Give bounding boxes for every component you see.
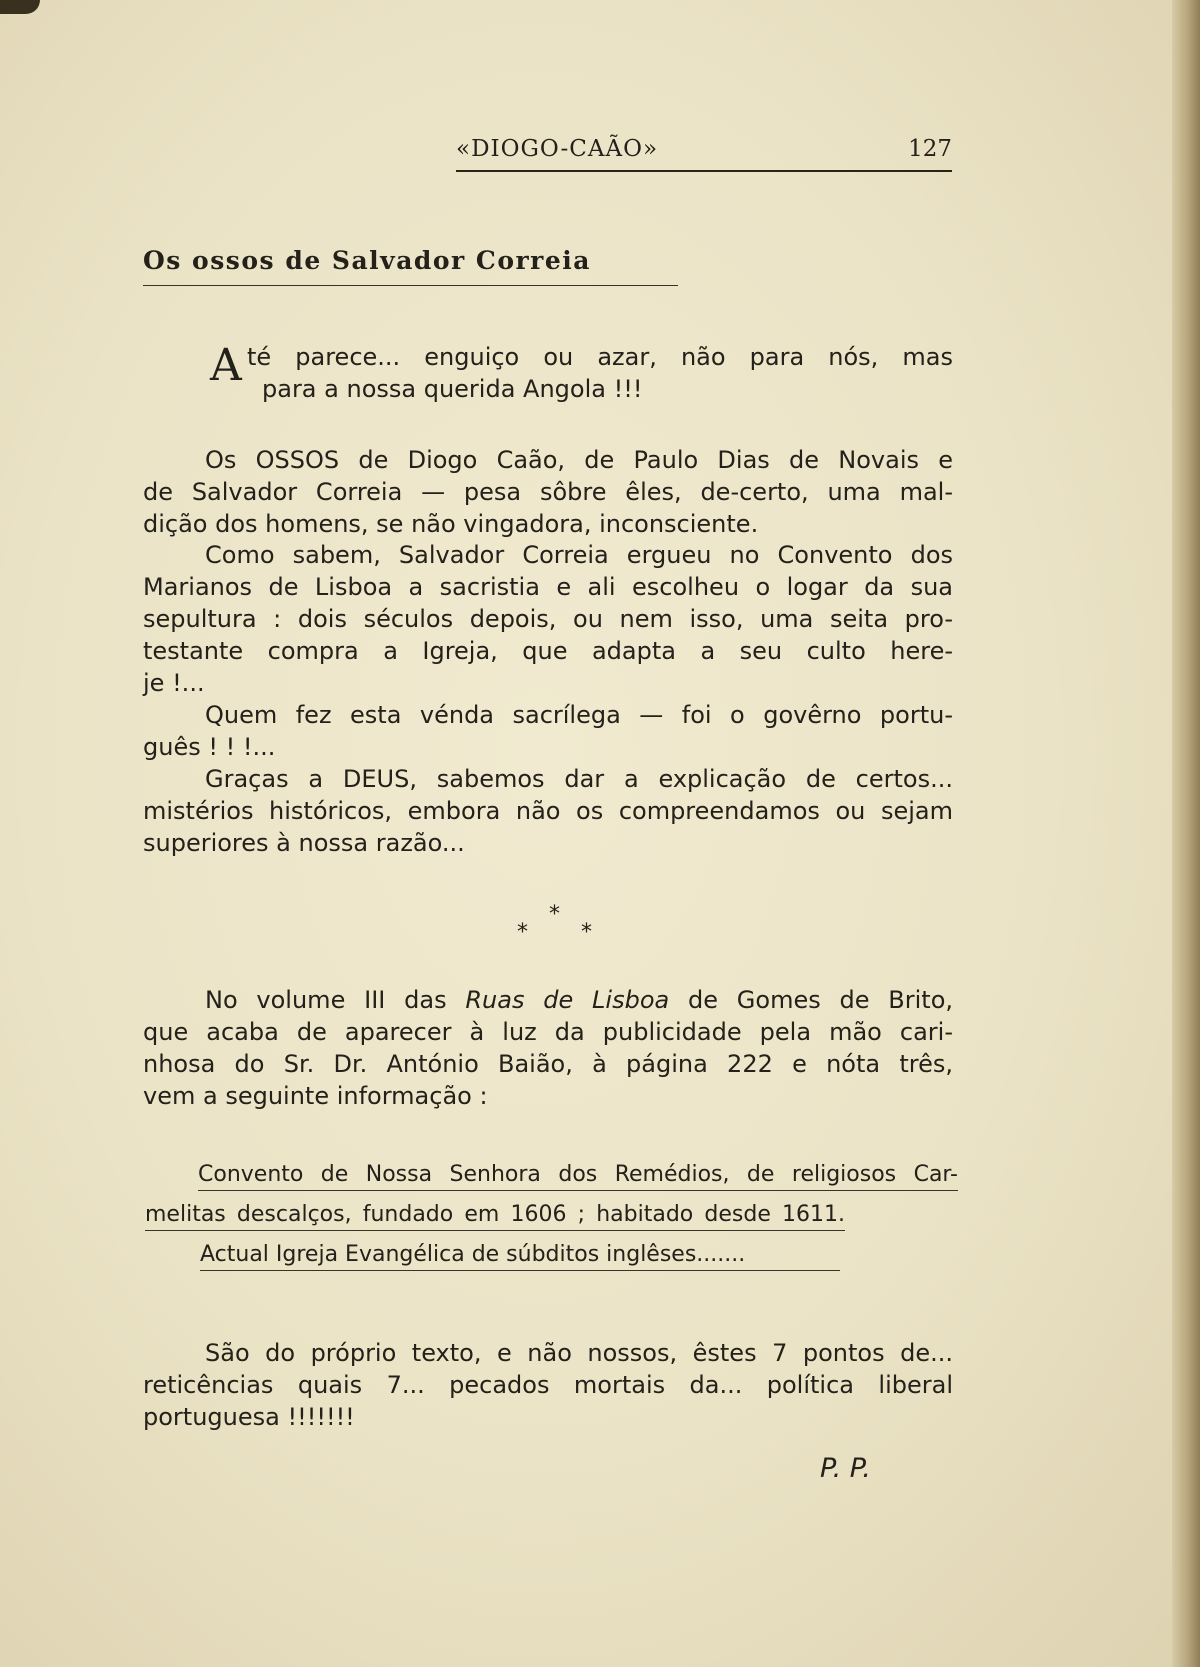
text-span: No volume III das — [205, 986, 466, 1014]
quote-line: Convento de Nossa Senhora dos Remédios, de religiosos Car- — [198, 1160, 958, 1191]
paragraph-ruas-de-lisboa — [143, 984, 953, 1112]
asterism-separator — [505, 900, 605, 945]
opening-line-2: para a nossa querida Angola !!! — [262, 375, 643, 403]
paragraph-closing — [143, 1337, 953, 1433]
paragraph-line: Como sabem, Salvador Correia ergueu no Convento dos — [205, 541, 953, 569]
paragraph-gracas — [143, 763, 953, 859]
page-number: 127 — [908, 136, 952, 162]
paragraph-line: de Salvador Correia — pesa sôbre êles, de-certo, uma mal- — [143, 478, 953, 506]
paragraph-convento — [143, 539, 953, 699]
paragraph-line: je !... — [143, 669, 205, 697]
paragraph-line: dição dos homens, se não vingadora, inconsciente. — [143, 510, 759, 538]
paragraph-line: que acaba de aparecer à luz da publicidade pela mão cari- — [143, 1018, 953, 1046]
paragraph-line: Os OSSOS de Diogo Caão, de Paulo Dias de Novais e — [205, 446, 953, 474]
paragraph-line: guês ! ! !... — [143, 733, 276, 761]
paragraph-venda — [143, 699, 953, 763]
paragraph-line — [143, 984, 953, 1016]
book-title: Ruas de Lisboa — [465, 986, 670, 1014]
running-head-title: «DIOGO-CAÃO» — [456, 136, 659, 162]
paragraph-line: reticências quais 7... pecados mortais da... política liberal — [143, 1371, 953, 1399]
paragraph-line: mistérios históricos, embora não os compreendamos ou sejam — [143, 797, 953, 825]
asterisk: * — [549, 902, 560, 927]
paragraph-line: superiores à nossa razão... — [143, 829, 465, 857]
signature: P. P. — [820, 1453, 871, 1484]
paragraph-line: vem a seguinte informação : — [143, 1082, 488, 1110]
paragraph-line: Marianos de Lisboa a sacristia e ali escolheu o logar da sua — [143, 573, 953, 601]
article-title: Os ossos de Salvador Correia — [143, 246, 678, 286]
page-corner-shadow — [0, 0, 40, 14]
paragraph-ossos — [143, 444, 953, 540]
running-head — [456, 136, 952, 172]
asterisk: * — [581, 920, 592, 945]
page-spine — [1172, 0, 1200, 1667]
paragraph-line: Quem fez esta vénda sacrílega — foi o govêrno portu- — [205, 701, 953, 729]
quote-line: melitas descalços, fundado em 1606 ; habitado desde 1611. — [145, 1200, 845, 1231]
opening-line-1: té parece... enguiço ou azar, não para nós, mas — [247, 343, 953, 371]
paragraph-line: sepultura : dois séculos depois, ou nem isso, uma seita pro- — [143, 605, 953, 633]
text-span: de Gomes de Brito, — [669, 986, 954, 1014]
drop-cap: A — [210, 340, 242, 391]
paragraph-line: testante compra a Igreja, que adapta a seu culto here- — [143, 637, 953, 665]
paragraph-line: portuguesa !!!!!!! — [143, 1403, 355, 1431]
paragraph-line: Graças a DEUS, sabemos dar a explicação de certos... — [205, 765, 953, 793]
quote-line: Actual Igreja Evangélica de súbditos inglêses....... — [200, 1240, 840, 1271]
asterisk: * — [517, 920, 528, 945]
paragraph-line: nhosa do Sr. Dr. António Baião, à página 222 e nóta três, — [143, 1050, 953, 1078]
paragraph-line: São do próprio texto, e não nossos, êstes 7 pontos de... — [205, 1339, 953, 1367]
